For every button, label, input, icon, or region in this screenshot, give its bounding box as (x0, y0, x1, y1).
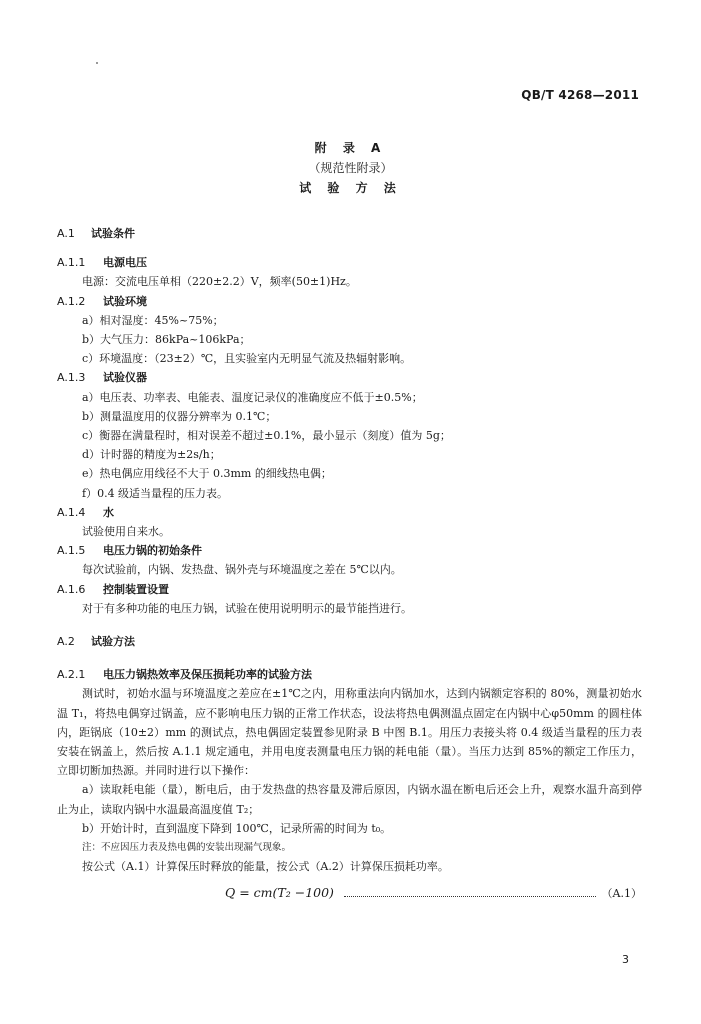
formula-number: （A.1） (601, 886, 642, 900)
subsection-heading-a1-2 (57, 292, 642, 311)
subsection-title: 水 (103, 505, 114, 519)
subsection-number: A.1.2 (57, 294, 86, 308)
list-item: d）计时器的精度为±2s/h； (82, 448, 221, 462)
test-procedure-paragraph: 测试时，初始水温与环境温度之差应在±1℃之内，用称重法向内锅加水，达到内锅额定容积的 80%，测量初始水温 T₁，将热电偶穿过锅盖，应不影响电压力锅的正常工作状态，设法将热电偶测温点固定在内锅中心φ50mm 的圆柱体内，距锅底（10±2）mm 的测试点，热电偶固定装置参见附录 B 中图 B.1。用压力表接头将 0.4 级适当量程的压力表安装在锅盖上，然后按 A.1.1 规定通电，并用电度表测量电压力锅的耗电能（量）。当压力达到 85%的额定工作压力，立即切断加热源。并同时进行以下操作： (57, 687, 642, 778)
dot-leader (344, 895, 596, 897)
subsection-number: A.1.6 (57, 582, 86, 596)
formula-expression: Q = cm(T₂ −100) (225, 884, 334, 900)
section-number: A.1 (57, 227, 75, 240)
appendix-nature: （规范性附录） (308, 161, 393, 175)
water-text: 试验使用自来水。 (82, 525, 170, 539)
page-number: 3 (622, 953, 629, 966)
calculation-text: 按公式（A.1）计算保压时释放的能量，按公式（A.2）计算保压损耗功率。 (82, 860, 449, 874)
appendix-title: 附 录 A (314, 141, 387, 155)
test-step-a: a）读取耗电能（量），断电后，由于发热盘的热容量及滞后原因，内锅水温在断电后还会上升，观察水温升高到停止为止，读取内锅中水温最高温度值 T₂； (57, 783, 642, 816)
subsection-title: 电压力锅的初始条件 (103, 544, 202, 558)
subsection-title: 电源电压 (103, 256, 147, 270)
list-item: e）热电偶应用线径不大于 0.3mm 的细线热电偶； (82, 467, 332, 481)
document-body (57, 224, 642, 903)
list-item: c）环境温度：（23±2）℃，且实验室内无明显气流及热辐射影响。 (82, 352, 412, 366)
subsection-heading-a1-1 (57, 253, 642, 272)
appendix-title-block (0, 138, 701, 198)
list-item: a）相对湿度：45%~75%； (82, 313, 224, 327)
subsection-number: A.2.1 (57, 668, 86, 682)
list-item: c）衡器在满量程时，相对误差不超过±0.1%，最小显示（刻度）值为 5g； (82, 429, 451, 443)
subsection-number: A.1.5 (57, 544, 86, 558)
subsection-heading-a1-6 (57, 580, 642, 599)
subsection-title: 控制装置设置 (103, 582, 169, 596)
subsection-title: 电压力锅热效率及保压损耗功率的试验方法 (103, 668, 312, 682)
section-title: 试验条件 (91, 227, 135, 240)
section-heading-a1 (57, 224, 642, 243)
appendix-name: 试 验 方 法 (299, 181, 402, 195)
control-setting-text: 对于有多种功能的电压力锅，试验在使用说明明示的最节能挡进行。 (82, 601, 412, 615)
subsection-number: A.1.1 (57, 256, 86, 270)
subsection-title: 试验仪器 (103, 371, 147, 385)
section-title: 试验方法 (91, 635, 135, 649)
list-item: f）0.4 级适当量程的压力表。 (82, 486, 229, 500)
list-item: b）大气压力：86kPa~106kPa； (82, 333, 251, 347)
standard-code: QB/T 4268—2011 (521, 88, 639, 102)
list-item: b）测量温度用的仪器分辨率为 0.1℃； (82, 409, 277, 423)
subsection-heading-a2-1 (57, 665, 642, 684)
subsection-number: A.1.4 (57, 505, 86, 519)
section-heading-a2 (57, 632, 642, 651)
subsection-number: A.1.3 (57, 371, 86, 385)
subsection-heading-a1-4 (57, 503, 642, 522)
scan-speck (96, 62, 98, 64)
section-number: A.2 (57, 635, 75, 649)
initial-condition-text: 每次试验前，内锅、发热盘、锅外壳与环境温度之差在 5℃以内。 (82, 563, 402, 577)
test-step-b: b）开始计时，直到温度下降到 100℃，记录所需的时间为 t₀。 (82, 821, 392, 835)
power-supply-text: 电源：交流电压单相（220±2.2）V，频率(50±1)Hz。 (82, 275, 357, 289)
subsection-heading-a1-5 (57, 541, 642, 560)
formula-a1 (57, 883, 642, 903)
note-text: 注：不应因压力表及热电偶的安装出现漏气现象。 (82, 842, 292, 854)
subsection-heading-a1-3 (57, 368, 642, 387)
list-item: a）电压表、功率表、电能表、温度记录仪的准确度应不低于±0.5%； (82, 390, 423, 404)
subsection-title: 试验环境 (103, 294, 147, 308)
